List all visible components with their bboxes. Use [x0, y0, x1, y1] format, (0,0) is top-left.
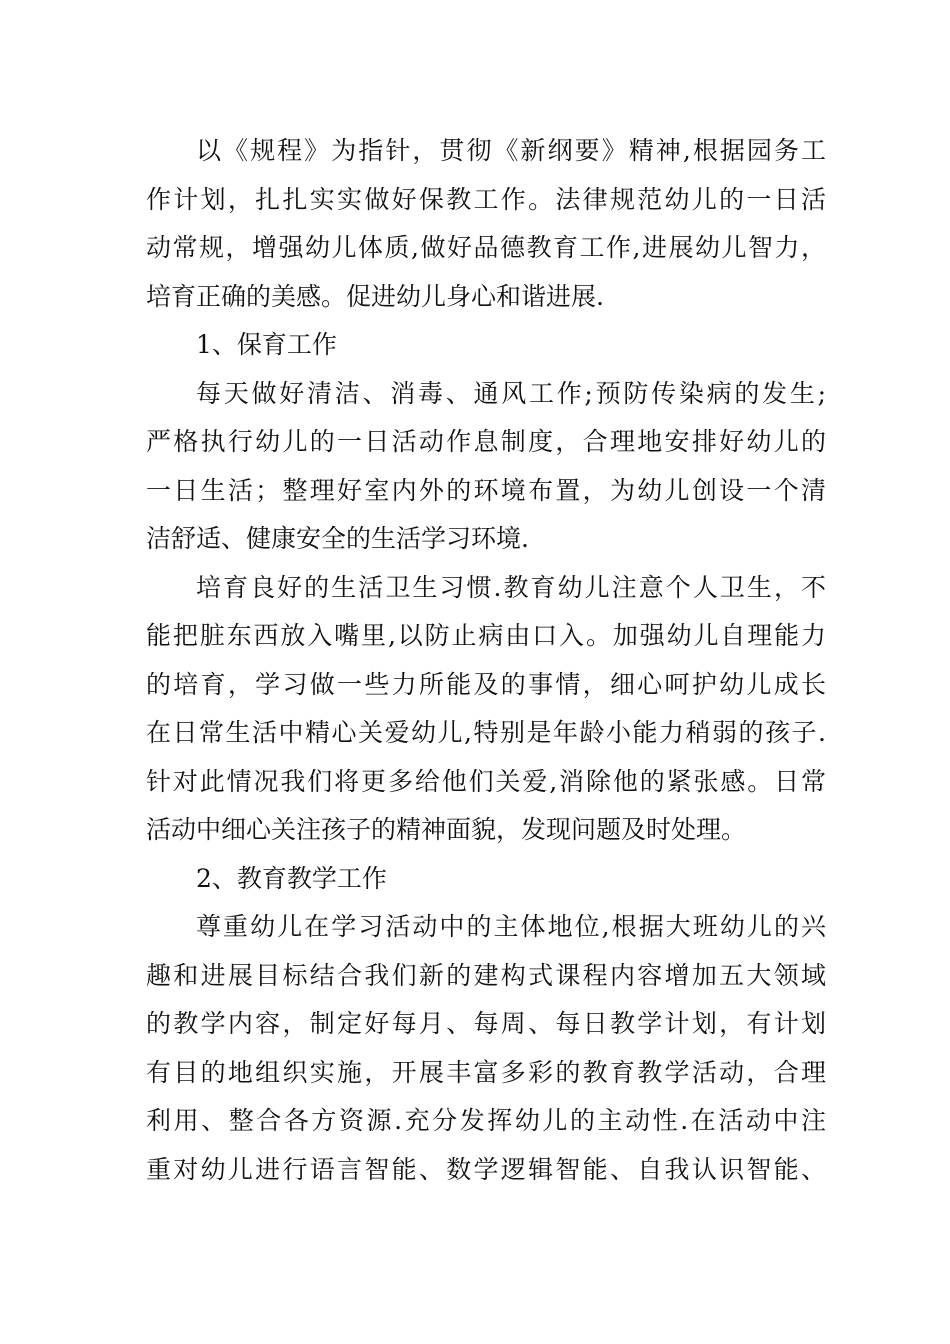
- text-line: 趣和进展目标结合我们新的建构式课程内容增加五大领域: [146, 960, 826, 990]
- section-heading: 2、教育教学工作: [196, 863, 387, 893]
- section-heading: 1、保育工作: [196, 330, 337, 359]
- text-line: 每天做好清洁、消毒、通风工作;预防传染病的发生;: [196, 378, 826, 408]
- text-line: 培育正确的美感。促进幼儿身心和谐进展.: [146, 281, 604, 311]
- document-body: [146, 127, 826, 1194]
- text-line: 作计划，扎扎实实做好保教工作。法律规范幼儿的一日活: [146, 184, 826, 214]
- text-line: 针对此情况我们将更多给他们关爱,消除他的紧张感。日常: [146, 766, 826, 796]
- text-line: 以《规程》为指针，贯彻《新纲要》精神,根据园务工: [196, 136, 826, 165]
- text-line: 一日生活；整理好室内外的环境布置，为幼儿创设一个清: [146, 475, 826, 505]
- text-line: 培育良好的生活卫生习惯.教育幼儿注意个人卫生，不: [196, 572, 826, 602]
- text-line: 的培育，学习做一些力所能及的事情，细心呵护幼儿成长: [146, 669, 826, 699]
- text-line: 尊重幼儿在学习活动中的主体地位,根据大班幼儿的兴: [196, 912, 826, 941]
- text-line: 动常规，增强幼儿体质,做好品德教育工作,进展幼儿智力，: [146, 233, 826, 262]
- text-line: 严格执行幼儿的一日活动作息制度，合理地安排好幼儿的: [146, 427, 826, 456]
- text-line: 的教学内容，制定好每月、每周、每日教学计划，有计划: [146, 1009, 826, 1038]
- text-line: 能把脏东西放入嘴里,以防止病由口入。加强幼儿自理能力: [146, 621, 826, 650]
- text-line: 活动中细心关注孩子的精神面貌，发现问题及时处理。: [146, 815, 747, 844]
- text-line: 洁舒适、健康安全的生活学习环境.: [146, 524, 529, 553]
- text-line: 重对幼儿进行语言智能、数学逻辑智能、自我认识智能、: [146, 1154, 826, 1184]
- text-line: 有目的地组织实施，开展丰富多彩的教育教学活动，合理: [146, 1057, 826, 1087]
- text-line: 在日常生活中精心关爱幼儿,特别是年龄小能力稍弱的孩子.: [146, 718, 826, 747]
- text-line: 利用、整合各方资源.充分发挥幼儿的主动性.在活动中注: [146, 1106, 826, 1135]
